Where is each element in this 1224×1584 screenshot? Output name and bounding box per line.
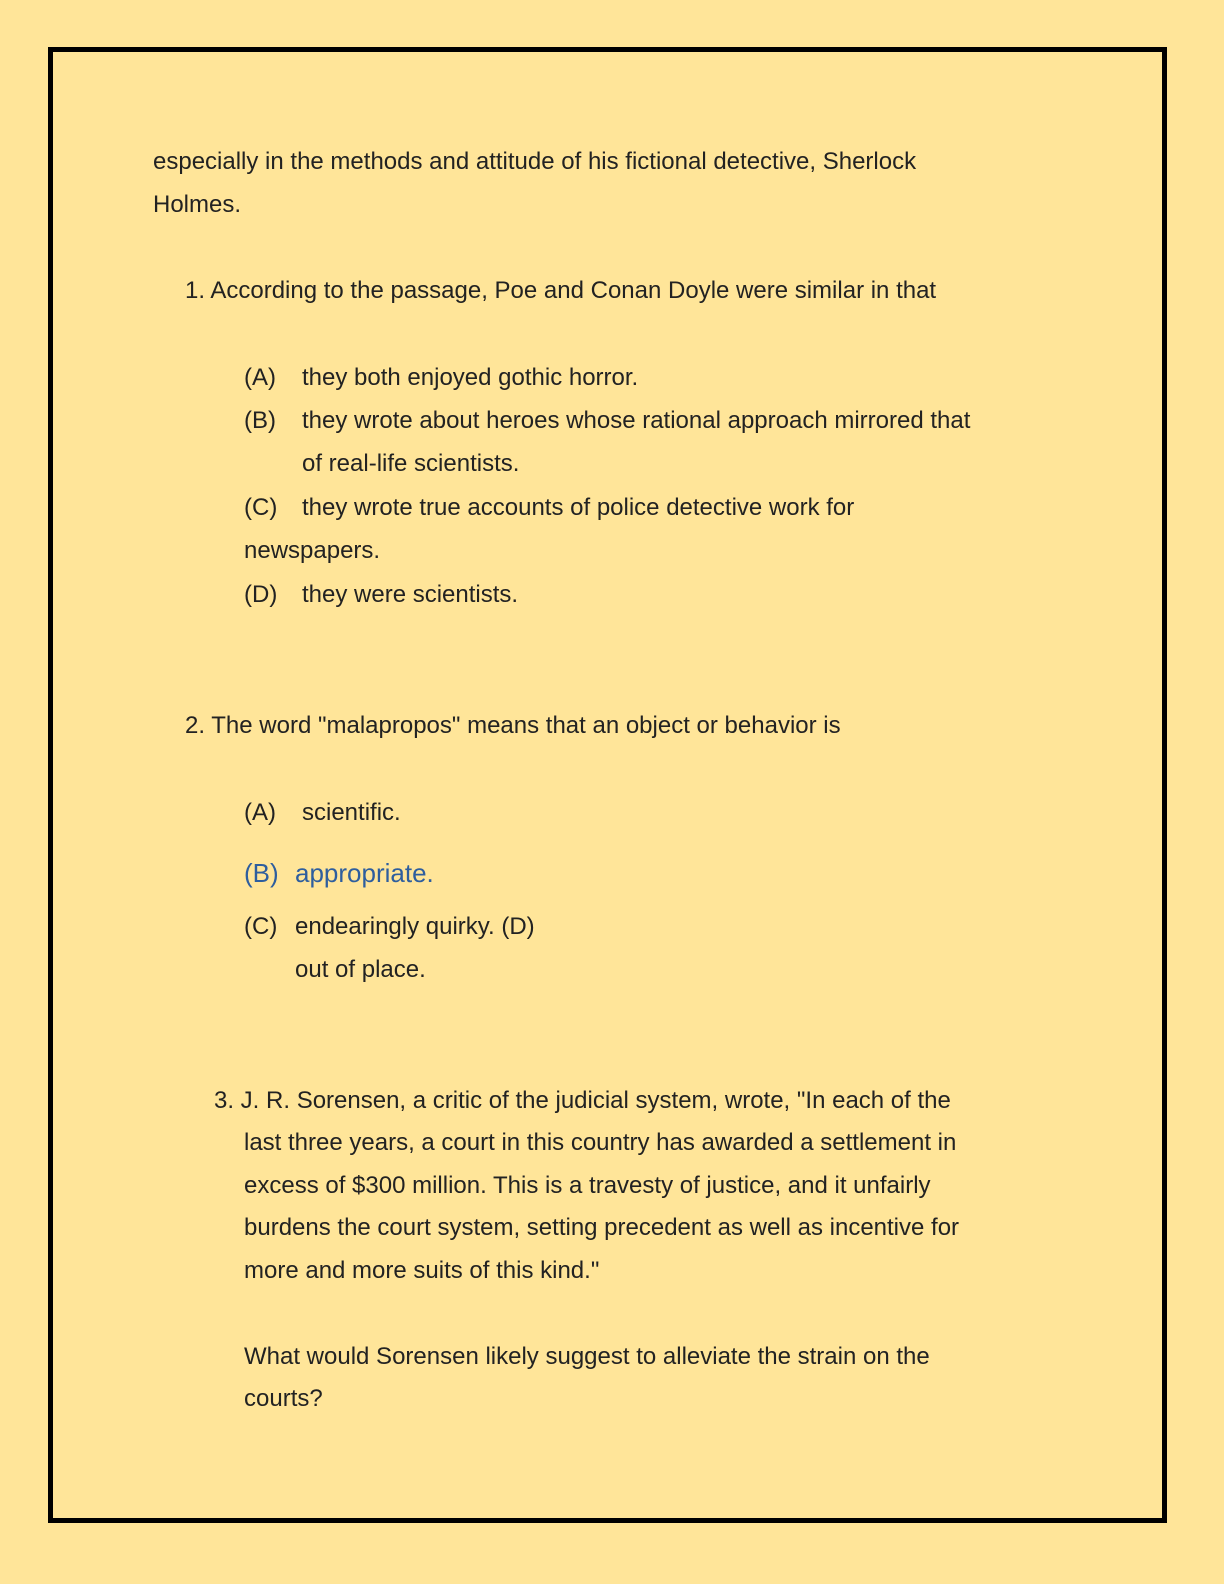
q1-option-c-continued: newspapers. xyxy=(244,537,381,564)
q2-option-b-text: appropriate. xyxy=(295,858,434,888)
q1-option-a-label: (A) xyxy=(244,364,276,391)
intro-line-1: especially in the methods and attitude of his fictional detective, Sherlock xyxy=(153,148,917,175)
q1-option-c xyxy=(244,486,854,529)
q2-option-b xyxy=(244,852,434,895)
q1-option-d-text: they were scientists. xyxy=(302,581,519,608)
intro-line-2: Holmes. xyxy=(153,191,242,218)
question-3-line-2: last three years, a court in this country has awarded a settlement in xyxy=(244,1129,957,1156)
q2-option-a-label: (A) xyxy=(244,799,276,826)
q2-option-c-label: (C) xyxy=(244,913,278,940)
q1-option-b-text: they wrote about heroes whose rational approach mirrored that xyxy=(302,407,971,434)
question-3-prompt-line-1: What would Sorensen likely suggest to alleviate the strain on the xyxy=(244,1343,930,1370)
question-3-line-5: more and more suits of this kind." xyxy=(244,1257,600,1284)
question-2-stem: 2. The word "malapropos" means that an object or behavior is xyxy=(185,712,841,739)
q2-option-d-continued: out of place. xyxy=(295,956,426,983)
question-3-line-3: excess of $300 million. This is a travesty of justice, and it unfairly xyxy=(244,1172,931,1199)
question-1-stem: 1. According to the passage, Poe and Conan Doyle were similar in that xyxy=(185,277,937,304)
q1-option-b-continued: of real-life scientists. xyxy=(302,450,520,477)
q1-option-c-label: (C) xyxy=(244,494,278,521)
question-3-line-1: 3. J. R. Sorensen, a critic of the judicial system, wrote, "In each of the xyxy=(214,1087,951,1114)
question-3-prompt-line-2: courts? xyxy=(244,1385,323,1412)
q1-option-c-text: they wrote true accounts of police detective work for xyxy=(302,494,855,521)
q1-option-a-text: they both enjoyed gothic horror. xyxy=(302,364,639,391)
question-3-line-4: burdens the court system, setting precedent as well as incentive for xyxy=(244,1214,960,1241)
q2-option-c-text: endearingly quirky. (D) xyxy=(295,913,535,940)
q2-option-a-text: scientific. xyxy=(302,799,401,826)
q2-option-c xyxy=(244,905,535,948)
q1-option-b-label: (B) xyxy=(244,407,276,434)
q1-option-b xyxy=(244,399,970,442)
q2-option-a xyxy=(244,791,401,834)
q2-option-b-label: (B) xyxy=(244,858,279,888)
q1-option-d xyxy=(244,573,518,616)
q1-option-d-label: (D) xyxy=(244,581,278,608)
q1-option-a xyxy=(244,356,638,399)
